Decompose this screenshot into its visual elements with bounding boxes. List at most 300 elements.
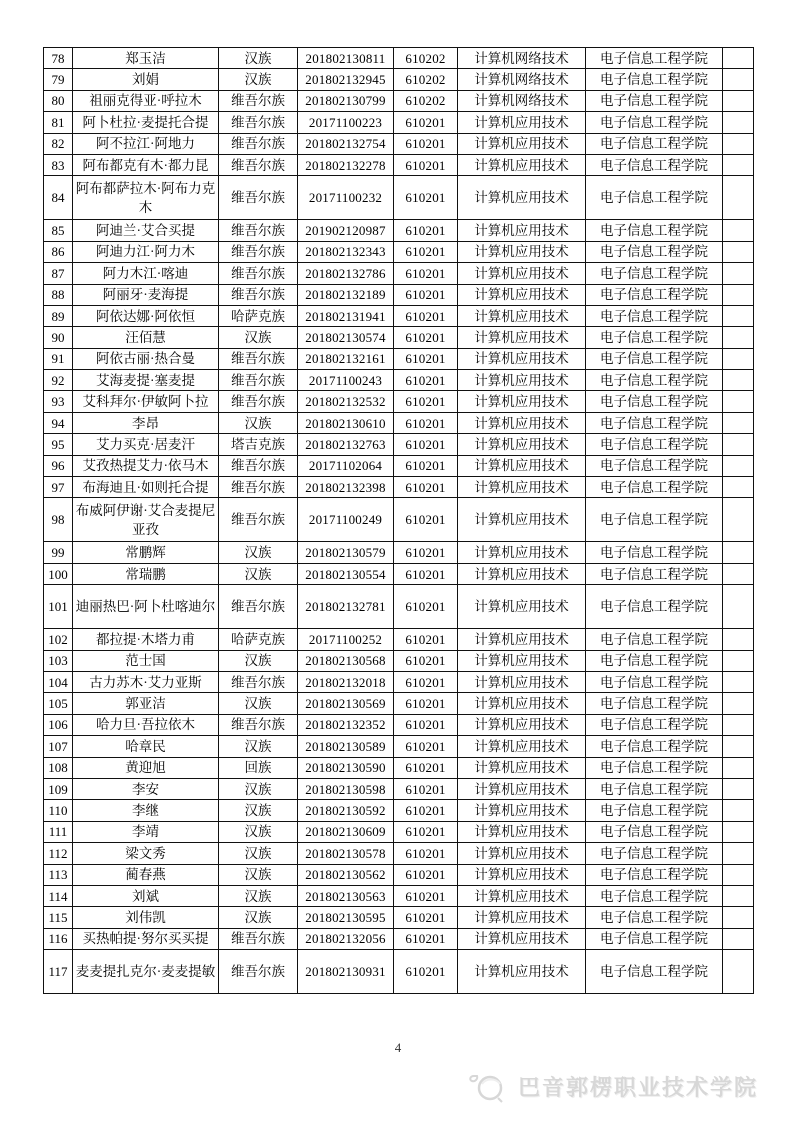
cell-college: 电子信息工程学院 <box>586 154 723 175</box>
cell-major-name: 计算机应用技术 <box>458 477 586 498</box>
cell-major-code: 610202 <box>394 69 458 90</box>
cell-blank <box>723 477 754 498</box>
cell-major-code: 610201 <box>394 757 458 778</box>
cell-ethnicity: 维吾尔族 <box>219 714 298 735</box>
cell-college: 电子信息工程学院 <box>586 284 723 305</box>
cell-major-code: 610201 <box>394 585 458 629</box>
cell-ethnicity: 汉族 <box>219 69 298 90</box>
cell-name: 布威阿伊谢·艾合麦提尼亚孜 <box>73 498 219 542</box>
cell-student-id: 20171100249 <box>298 498 394 542</box>
cell-student-id: 201802130562 <box>298 864 394 885</box>
cell-major-code: 610201 <box>394 629 458 650</box>
cell-index: 82 <box>44 133 73 154</box>
cell-major-name: 计算机应用技术 <box>458 629 586 650</box>
cell-major-code: 610201 <box>394 907 458 928</box>
college-logo-icon <box>468 1068 510 1104</box>
cell-ethnicity: 维吾尔族 <box>219 455 298 476</box>
table-row <box>44 477 754 498</box>
cell-index: 96 <box>44 455 73 476</box>
cell-student-id: 201802130931 <box>298 950 394 994</box>
cell-blank <box>723 112 754 133</box>
cell-blank <box>723 950 754 994</box>
cell-blank <box>723 800 754 821</box>
cell-major-name: 计算机应用技术 <box>458 885 586 906</box>
cell-blank <box>723 154 754 175</box>
cell-major-code: 610201 <box>394 133 458 154</box>
cell-index: 102 <box>44 629 73 650</box>
table-row <box>44 864 754 885</box>
table-row <box>44 907 754 928</box>
table-row <box>44 928 754 949</box>
cell-student-id: 201802130568 <box>298 650 394 671</box>
cell-blank <box>723 412 754 433</box>
cell-index: 84 <box>44 176 73 220</box>
cell-major-name: 计算机应用技术 <box>458 714 586 735</box>
table-row <box>44 542 754 563</box>
cell-student-id: 201802132763 <box>298 434 394 455</box>
cell-student-id: 201802131941 <box>298 305 394 326</box>
cell-blank <box>723 885 754 906</box>
cell-college: 电子信息工程学院 <box>586 864 723 885</box>
cell-major-code: 610201 <box>394 412 458 433</box>
cell-name: 李靖 <box>73 821 219 842</box>
cell-blank <box>723 650 754 671</box>
cell-blank <box>723 327 754 348</box>
cell-name: 麦麦提扎克尔·麦麦提敏 <box>73 950 219 994</box>
table-row <box>44 348 754 369</box>
cell-index: 94 <box>44 412 73 433</box>
student-table-body <box>44 48 754 994</box>
cell-blank <box>723 370 754 391</box>
cell-name: 李继 <box>73 800 219 821</box>
cell-major-code: 610201 <box>394 693 458 714</box>
cell-index: 97 <box>44 477 73 498</box>
cell-blank <box>723 263 754 284</box>
cell-student-id: 201802130811 <box>298 48 394 69</box>
table-row <box>44 498 754 542</box>
cell-name: 艾海麦提·塞麦提 <box>73 370 219 391</box>
table-row <box>44 305 754 326</box>
cell-ethnicity: 维吾尔族 <box>219 112 298 133</box>
cell-college: 电子信息工程学院 <box>586 241 723 262</box>
cell-student-id: 201802130610 <box>298 412 394 433</box>
cell-index: 98 <box>44 498 73 542</box>
cell-major-code: 610201 <box>394 498 458 542</box>
cell-major-name: 计算机应用技术 <box>458 284 586 305</box>
cell-major-code: 610201 <box>394 778 458 799</box>
cell-name: 常瑞鹏 <box>73 563 219 584</box>
cell-index: 93 <box>44 391 73 412</box>
cell-ethnicity: 汉族 <box>219 563 298 584</box>
cell-index: 79 <box>44 69 73 90</box>
cell-blank <box>723 821 754 842</box>
cell-index: 106 <box>44 714 73 735</box>
cell-major-code: 610201 <box>394 477 458 498</box>
cell-name: 阿依古丽·热合曼 <box>73 348 219 369</box>
cell-student-id: 20171100223 <box>298 112 394 133</box>
cell-ethnicity: 维吾尔族 <box>219 498 298 542</box>
cell-blank <box>723 220 754 241</box>
cell-blank <box>723 434 754 455</box>
cell-major-name: 计算机应用技术 <box>458 263 586 284</box>
cell-blank <box>723 90 754 111</box>
cell-index: 83 <box>44 154 73 175</box>
cell-major-name: 计算机应用技术 <box>458 133 586 154</box>
cell-name: 阿布都克有木·都力昆 <box>73 154 219 175</box>
cell-ethnicity: 维吾尔族 <box>219 928 298 949</box>
cell-blank <box>723 778 754 799</box>
cell-major-name: 计算机应用技术 <box>458 327 586 348</box>
cell-index: 115 <box>44 907 73 928</box>
table-row <box>44 885 754 906</box>
cell-major-name: 计算机应用技术 <box>458 650 586 671</box>
cell-name: 刘伟凯 <box>73 907 219 928</box>
cell-ethnicity: 汉族 <box>219 736 298 757</box>
cell-blank <box>723 629 754 650</box>
table-row <box>44 133 754 154</box>
cell-name: 阿卜杜拉·麦提托合提 <box>73 112 219 133</box>
cell-name: 祖丽克得亚·呼拉木 <box>73 90 219 111</box>
cell-index: 110 <box>44 800 73 821</box>
cell-major-name: 计算机应用技术 <box>458 434 586 455</box>
cell-blank <box>723 305 754 326</box>
cell-blank <box>723 693 754 714</box>
cell-college: 电子信息工程学院 <box>586 477 723 498</box>
cell-student-id: 201802130589 <box>298 736 394 757</box>
table-row <box>44 950 754 994</box>
cell-ethnicity: 汉族 <box>219 821 298 842</box>
college-watermark-text: 巴音郭楞职业技术学院 <box>517 1074 758 1100</box>
table-row <box>44 650 754 671</box>
cell-major-name: 计算机应用技术 <box>458 928 586 949</box>
cell-major-name: 计算机应用技术 <box>458 736 586 757</box>
cell-blank <box>723 348 754 369</box>
cell-name: 汪佰慧 <box>73 327 219 348</box>
cell-index: 103 <box>44 650 73 671</box>
cell-college: 电子信息工程学院 <box>586 220 723 241</box>
cell-student-id: 201902120987 <box>298 220 394 241</box>
cell-major-name: 计算机应用技术 <box>458 241 586 262</box>
table-row <box>44 629 754 650</box>
cell-major-code: 610201 <box>394 821 458 842</box>
cell-major-name: 计算机应用技术 <box>458 778 586 799</box>
table-row <box>44 112 754 133</box>
cell-student-id: 20171100243 <box>298 370 394 391</box>
cell-major-code: 610201 <box>394 650 458 671</box>
cell-major-code: 610201 <box>394 348 458 369</box>
cell-student-id: 201802132056 <box>298 928 394 949</box>
cell-name: 黄迎旭 <box>73 757 219 778</box>
cell-college: 电子信息工程学院 <box>586 133 723 154</box>
cell-ethnicity: 维吾尔族 <box>219 90 298 111</box>
cell-index: 108 <box>44 757 73 778</box>
cell-major-code: 610201 <box>394 563 458 584</box>
cell-student-id: 201802132532 <box>298 391 394 412</box>
cell-major-code: 610201 <box>394 736 458 757</box>
cell-name: 古力苏木·艾力亚斯 <box>73 671 219 692</box>
cell-name: 阿丽牙·麦海提 <box>73 284 219 305</box>
cell-ethnicity: 汉族 <box>219 693 298 714</box>
cell-college: 电子信息工程学院 <box>586 800 723 821</box>
cell-blank <box>723 864 754 885</box>
table-row <box>44 800 754 821</box>
cell-major-code: 610201 <box>394 542 458 563</box>
cell-index: 105 <box>44 693 73 714</box>
cell-blank <box>723 928 754 949</box>
cell-blank <box>723 69 754 90</box>
cell-name: 艾孜热提艾力·依马木 <box>73 455 219 476</box>
cell-ethnicity: 维吾尔族 <box>219 241 298 262</box>
cell-major-name: 计算机应用技术 <box>458 348 586 369</box>
table-row <box>44 69 754 90</box>
cell-ethnicity: 维吾尔族 <box>219 133 298 154</box>
cell-index: 91 <box>44 348 73 369</box>
table-row <box>44 391 754 412</box>
cell-name: 梁文秀 <box>73 843 219 864</box>
cell-major-code: 610201 <box>394 176 458 220</box>
cell-student-id: 201802132161 <box>298 348 394 369</box>
cell-major-name: 计算机应用技术 <box>458 693 586 714</box>
cell-college: 电子信息工程学院 <box>586 305 723 326</box>
cell-college: 电子信息工程学院 <box>586 821 723 842</box>
table-row <box>44 434 754 455</box>
cell-student-id: 201802130590 <box>298 757 394 778</box>
cell-major-code: 610201 <box>394 714 458 735</box>
cell-ethnicity: 维吾尔族 <box>219 263 298 284</box>
table-row <box>44 821 754 842</box>
cell-index: 80 <box>44 90 73 111</box>
table-row <box>44 757 754 778</box>
cell-major-name: 计算机应用技术 <box>458 176 586 220</box>
table-row <box>44 241 754 262</box>
cell-major-name: 计算机应用技术 <box>458 950 586 994</box>
cell-index: 92 <box>44 370 73 391</box>
cell-blank <box>723 498 754 542</box>
cell-ethnicity: 汉族 <box>219 885 298 906</box>
cell-major-code: 610201 <box>394 327 458 348</box>
cell-major-code: 610201 <box>394 843 458 864</box>
cell-major-name: 计算机应用技术 <box>458 305 586 326</box>
cell-name: 刘斌 <box>73 885 219 906</box>
cell-major-name: 计算机应用技术 <box>458 907 586 928</box>
cell-major-code: 610201 <box>394 112 458 133</box>
cell-name: 阿力木江·喀迪 <box>73 263 219 284</box>
table-row <box>44 412 754 433</box>
cell-index: 100 <box>44 563 73 584</box>
cell-name: 艾科拜尔·伊敏阿卜拉 <box>73 391 219 412</box>
cell-blank <box>723 48 754 69</box>
cell-student-id: 201802130598 <box>298 778 394 799</box>
table-row <box>44 693 754 714</box>
cell-index: 113 <box>44 864 73 885</box>
cell-major-name: 计算机网络技术 <box>458 90 586 111</box>
table-row <box>44 370 754 391</box>
cell-student-id: 201802132343 <box>298 241 394 262</box>
cell-college: 电子信息工程学院 <box>586 370 723 391</box>
cell-ethnicity: 汉族 <box>219 864 298 885</box>
cell-student-id: 201802130579 <box>298 542 394 563</box>
cell-index: 104 <box>44 671 73 692</box>
cell-ethnicity: 回族 <box>219 757 298 778</box>
cell-major-code: 610201 <box>394 391 458 412</box>
cell-college: 电子信息工程学院 <box>586 950 723 994</box>
college-watermark <box>468 1068 758 1104</box>
cell-student-id: 201802130595 <box>298 907 394 928</box>
cell-ethnicity: 维吾尔族 <box>219 671 298 692</box>
cell-major-code: 610201 <box>394 220 458 241</box>
cell-college: 电子信息工程学院 <box>586 885 723 906</box>
cell-college: 电子信息工程学院 <box>586 629 723 650</box>
cell-ethnicity: 汉族 <box>219 412 298 433</box>
table-row <box>44 327 754 348</box>
cell-ethnicity: 维吾尔族 <box>219 284 298 305</box>
cell-major-code: 610201 <box>394 241 458 262</box>
cell-major-code: 610201 <box>394 434 458 455</box>
cell-ethnicity: 汉族 <box>219 327 298 348</box>
cell-student-id: 201802132781 <box>298 585 394 629</box>
table-row <box>44 736 754 757</box>
cell-ethnicity: 汉族 <box>219 650 298 671</box>
cell-index: 99 <box>44 542 73 563</box>
cell-name: 艾力买克·居麦汗 <box>73 434 219 455</box>
cell-index: 116 <box>44 928 73 949</box>
cell-student-id: 201802132018 <box>298 671 394 692</box>
cell-ethnicity: 维吾尔族 <box>219 176 298 220</box>
cell-student-id: 201802130569 <box>298 693 394 714</box>
cell-college: 电子信息工程学院 <box>586 263 723 284</box>
cell-index: 107 <box>44 736 73 757</box>
cell-student-id: 201802132189 <box>298 284 394 305</box>
cell-student-id: 201802130609 <box>298 821 394 842</box>
cell-student-id: 201802130563 <box>298 885 394 906</box>
cell-name: 郑玉洁 <box>73 48 219 69</box>
cell-major-name: 计算机网络技术 <box>458 69 586 90</box>
cell-college: 电子信息工程学院 <box>586 778 723 799</box>
cell-blank <box>723 585 754 629</box>
cell-major-code: 610201 <box>394 800 458 821</box>
cell-college: 电子信息工程学院 <box>586 112 723 133</box>
table-row <box>44 176 754 220</box>
cell-major-code: 610201 <box>394 284 458 305</box>
cell-name: 郭亚洁 <box>73 693 219 714</box>
cell-index: 95 <box>44 434 73 455</box>
table-row <box>44 714 754 735</box>
table-row <box>44 585 754 629</box>
cell-index: 117 <box>44 950 73 994</box>
cell-name: 阿依达娜·阿依恒 <box>73 305 219 326</box>
cell-name: 迪丽热巴·阿卜杜喀迪尔 <box>73 585 219 629</box>
cell-ethnicity: 汉族 <box>219 778 298 799</box>
cell-blank <box>723 176 754 220</box>
cell-major-code: 610201 <box>394 154 458 175</box>
cell-student-id: 201802132398 <box>298 477 394 498</box>
cell-major-code: 610201 <box>394 885 458 906</box>
cell-index: 85 <box>44 220 73 241</box>
cell-college: 电子信息工程学院 <box>586 48 723 69</box>
cell-major-name: 计算机应用技术 <box>458 498 586 542</box>
cell-name: 哈章民 <box>73 736 219 757</box>
cell-college: 电子信息工程学院 <box>586 434 723 455</box>
cell-name: 阿布都萨拉木·阿布力克木 <box>73 176 219 220</box>
cell-index: 88 <box>44 284 73 305</box>
cell-ethnicity: 维吾尔族 <box>219 477 298 498</box>
cell-major-name: 计算机应用技术 <box>458 542 586 563</box>
cell-major-code: 610201 <box>394 864 458 885</box>
table-row <box>44 220 754 241</box>
cell-name: 阿不拉江·阿地力 <box>73 133 219 154</box>
cell-major-code: 610201 <box>394 370 458 391</box>
cell-student-id: 201802130578 <box>298 843 394 864</box>
cell-college: 电子信息工程学院 <box>586 693 723 714</box>
cell-index: 112 <box>44 843 73 864</box>
cell-student-id: 201802130799 <box>298 90 394 111</box>
cell-college: 电子信息工程学院 <box>586 455 723 476</box>
cell-major-code: 610201 <box>394 671 458 692</box>
cell-major-code: 610201 <box>394 263 458 284</box>
cell-major-name: 计算机应用技术 <box>458 757 586 778</box>
table-row <box>44 778 754 799</box>
cell-major-code: 610201 <box>394 950 458 994</box>
cell-college: 电子信息工程学院 <box>586 563 723 584</box>
cell-college: 电子信息工程学院 <box>586 69 723 90</box>
cell-ethnicity: 维吾尔族 <box>219 370 298 391</box>
cell-ethnicity: 塔吉克族 <box>219 434 298 455</box>
cell-index: 89 <box>44 305 73 326</box>
cell-ethnicity: 汉族 <box>219 907 298 928</box>
cell-major-name: 计算机网络技术 <box>458 48 586 69</box>
cell-major-name: 计算机应用技术 <box>458 220 586 241</box>
cell-index: 87 <box>44 263 73 284</box>
cell-blank <box>723 714 754 735</box>
cell-name: 阿迪兰·艾合买提 <box>73 220 219 241</box>
cell-index: 90 <box>44 327 73 348</box>
cell-student-id: 201802132786 <box>298 263 394 284</box>
cell-college: 电子信息工程学院 <box>586 542 723 563</box>
cell-blank <box>723 671 754 692</box>
cell-ethnicity: 哈萨克族 <box>219 629 298 650</box>
cell-college: 电子信息工程学院 <box>586 412 723 433</box>
cell-student-id: 201802132945 <box>298 69 394 90</box>
cell-student-id: 201802132754 <box>298 133 394 154</box>
cell-index: 111 <box>44 821 73 842</box>
cell-major-name: 计算机应用技术 <box>458 154 586 175</box>
table-row <box>44 284 754 305</box>
cell-major-name: 计算机应用技术 <box>458 821 586 842</box>
cell-blank <box>723 455 754 476</box>
cell-college: 电子信息工程学院 <box>586 671 723 692</box>
cell-blank <box>723 563 754 584</box>
cell-name: 哈力旦·吾拉依木 <box>73 714 219 735</box>
cell-college: 电子信息工程学院 <box>586 585 723 629</box>
cell-major-code: 610201 <box>394 305 458 326</box>
student-roster-table <box>43 47 754 994</box>
cell-major-name: 计算机应用技术 <box>458 412 586 433</box>
cell-name: 阿迪力江·阿力木 <box>73 241 219 262</box>
cell-ethnicity: 维吾尔族 <box>219 391 298 412</box>
cell-college: 电子信息工程学院 <box>586 843 723 864</box>
cell-name: 李安 <box>73 778 219 799</box>
cell-college: 电子信息工程学院 <box>586 348 723 369</box>
cell-major-code: 610202 <box>394 48 458 69</box>
cell-major-code: 610201 <box>394 928 458 949</box>
cell-blank <box>723 133 754 154</box>
cell-major-name: 计算机应用技术 <box>458 585 586 629</box>
cell-blank <box>723 241 754 262</box>
cell-major-name: 计算机应用技术 <box>458 391 586 412</box>
cell-blank <box>723 843 754 864</box>
cell-student-id: 201802130592 <box>298 800 394 821</box>
cell-major-name: 计算机应用技术 <box>458 843 586 864</box>
